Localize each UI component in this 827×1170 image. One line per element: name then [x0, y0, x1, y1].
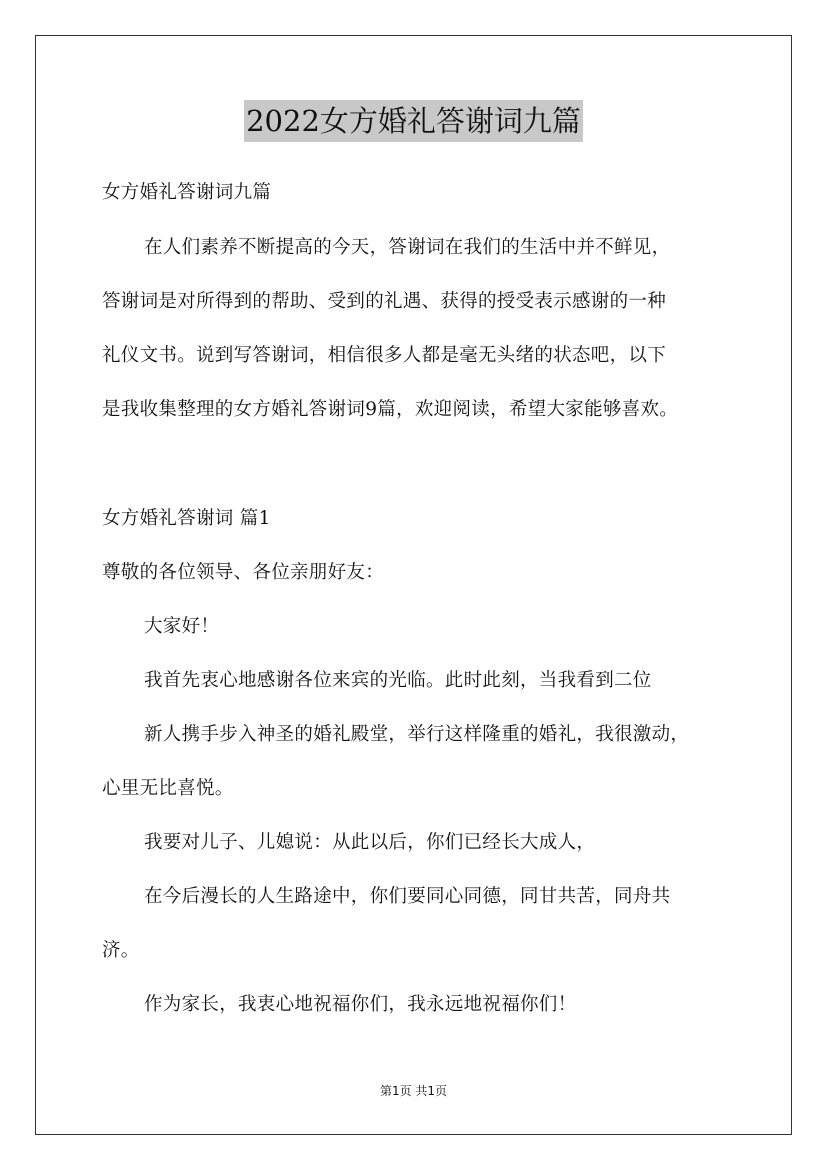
body-line-2: 新人携手步入神圣的婚礼殿堂，举行这样隆重的婚礼，我很激动，: [144, 724, 690, 745]
intro-line-1: 在人们素养不断提高的今天，答谢词在我们的生活中并不鲜见，: [144, 237, 671, 258]
body-line-5: 在今后漫长的人生路途中，你们要同心同德，同甘共苦，同舟共: [144, 886, 671, 907]
document-title: 2022女方婚礼答谢词九篇: [244, 100, 583, 142]
page-footer: 第1页 共1页: [379, 1084, 448, 1098]
intro-line-3: 礼仪文书。说到写答谢词，相信很多人都是毫无头绪的状态吧，以下: [102, 345, 667, 366]
subtitle-line: 女方婚礼答谢词九篇: [102, 182, 272, 203]
greeting-line: 大家好！: [144, 616, 220, 637]
section-heading: 女方婚礼答谢词 篇1: [102, 508, 271, 529]
salutation-line: 尊敬的各位领导、各位亲朋好友：: [102, 562, 385, 583]
body-line-1: 我首先衷心地感谢各位来宾的光临。此时此刻，当我看到二位: [144, 670, 652, 691]
body-line-3: 心里无比喜悦。: [102, 778, 234, 799]
body-line-7: 作为家长，我衷心地祝福你们，我永远地祝福你们！: [144, 994, 577, 1015]
body-line-6: 济。: [102, 940, 140, 961]
title-container: [0, 100, 827, 142]
body-line-4: 我要对儿子、儿媳说：从此以后，你们已经长大成人，: [144, 832, 596, 853]
intro-line-4: 是我收集整理的女方婚礼答谢词9篇，欢迎阅读，希望大家能够喜欢。: [102, 399, 679, 420]
intro-line-2: 答谢词是对所得到的帮助、受到的礼遇、获得的授受表示感谢的一种: [102, 291, 667, 312]
